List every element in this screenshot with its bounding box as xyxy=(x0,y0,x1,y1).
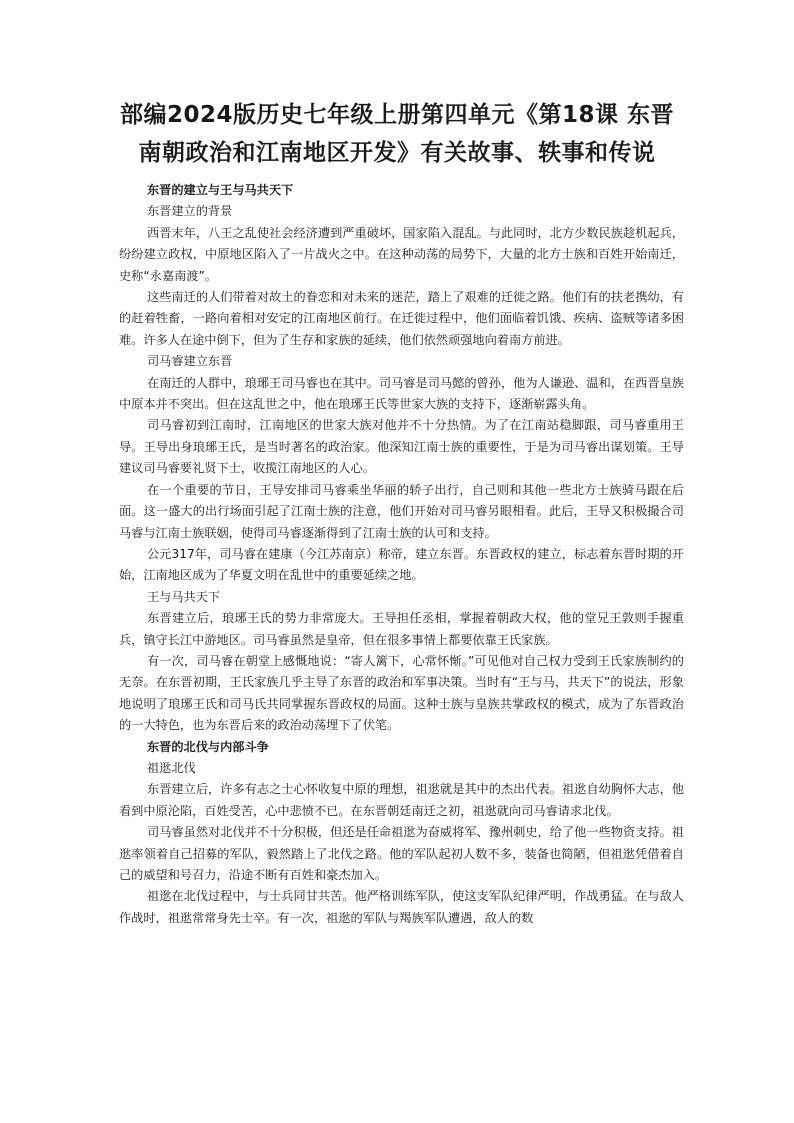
paragraph: 西晋末年，八王之乱使社会经济遭到严重破坏，国家陷入混乱。与此同时，北方少数民族趁机起兵，纷纷建立政权，中原地区陷入了一片战火之中。在这种动荡的局势下，大量的北方士族和百姓开始南迁，史称“永嘉南渡”。 xyxy=(119,225,684,283)
sub-heading: 王与马共天下 xyxy=(147,589,221,604)
paragraph: 这些南迁的人们带着对故土的眷恋和对未来的迷茫，踏上了艰难的迁徙之路。他们有的扶老携幼，有的赶着牲畜，一路向着相对安定的江南地区前行。在迁徙过程中，他们面临着饥饿、疾病、盗贼等诸多困难。许多人在途中倒下，但为了生存和家族的延续，他们依然顽强地向着南方前进。 xyxy=(119,290,684,347)
paragraph: 司马睿初到江南时，江南地区的世家大族对他并不十分热情。为了在江南站稳脚跟，司马睿重用王导。王导出身琅琊王氏，是当时著名的政治家。他深知江南士族的重要性，于是为司马睿出谋划策。王导建议司马睿要礼贤下士，收揽江南地区的人心。 xyxy=(119,418,684,476)
sub-heading: 东晋建立的背景 xyxy=(147,204,233,219)
paragraph: 祖逖在北伐过程中，与士兵同甘共苦。他严格训练军队，使这支军队纪律严明，作战勇猛。在与敌人作战时，祖逖常常身先士卒。有一次，祖逖的军队与羯族军队遭遇，敌人的数 xyxy=(119,889,684,925)
paragraph: 有一次，司马睿在朝堂上感慨地说：“寄人篱下，心常怀惭。”可见他对自己权力受到王氏家族制约的无奈。在东晋初期，王氏家族几乎主导了东晋的政治和军事决策。当时有“王与马，共天下”的说法，形象地说明了琅琊王氏和司马氏共同掌握东晋政权的局面。这种士族与皇族共掌政权的模式，成为了东晋政治的一大特色，也为东晋后来的政治动荡埋下了伏笔。 xyxy=(119,653,684,733)
section-heading: 东晋的建立与王与马共天下 xyxy=(147,183,294,197)
sub-heading: 司马睿建立东晋 xyxy=(147,354,233,369)
sub-heading: 祖逖北伐 xyxy=(147,760,196,775)
paragraph: 在一个重要的节日，王导安排司马睿乘坐华丽的轿子出行，自己则和其他一些北方士族骑马跟在后面。这一盛大的出行场面引起了江南士族的注意，他们开始对司马睿另眼相看。此后，王导又积极撮合司马睿与江南士族联姻，使得司马睿逐渐得到了江南士族的认可和支持。 xyxy=(119,482,684,540)
document-title: 部编2024版历史七年级上册第四单元《第18课 东晋南朝政治和江南地区开发》有关故事、轶事和传说 xyxy=(119,102,675,166)
document-body xyxy=(119,180,684,929)
paragraph: 公元317年，司马睿在建康（今江苏南京）称帝，建立东晋。东晋政权的建立，标志着东晋时期的开始，江南地区成为了华夏文明在乱世中的重要延续之地。 xyxy=(119,546,684,583)
section-heading: 东晋的北伐与内部斗争 xyxy=(147,739,269,754)
paragraph: 司马睿虽然对北伐并不十分积极，但还是任命祖逖为奋威将军、豫州刺史，给了他一些物资支持。祖逖率领着自己招募的军队，毅然踏上了北伐之路。他的军队起初人数不多，装备也简陋，但祖逖凭借着自己的威望和号召力，沿途不断有百姓和豪杰加入。 xyxy=(119,825,684,882)
paragraph: 东晋建立后，琅琊王氏的势力非常庞大。王导担任丞相，掌握着朝政大权，他的堂兄王敦则手握重兵，镇守长江中游地区。司马睿虽然是皇帝，但在很多事情上都要依靠王氏家族。 xyxy=(119,611,684,647)
paragraph: 在南迁的人群中，琅琊王司马睿也在其中。司马睿是司马懿的曾孙，他为人谦逊、温和，在西晋皇族中原本并不突出。但在这乱世之中，他在琅琊王氏等世家大族的支持下，逐渐崭露头角。 xyxy=(119,375,684,412)
paragraph: 东晋建立后，许多有志之士心怀收复中原的理想，祖逖就是其中的杰出代表。祖逖自幼胸怀大志，他看到中原沦陷，百姓受苦，心中悲愤不已。在东晋朝廷南迁之初，祖逖就向司马睿请求北伐。 xyxy=(119,782,684,818)
